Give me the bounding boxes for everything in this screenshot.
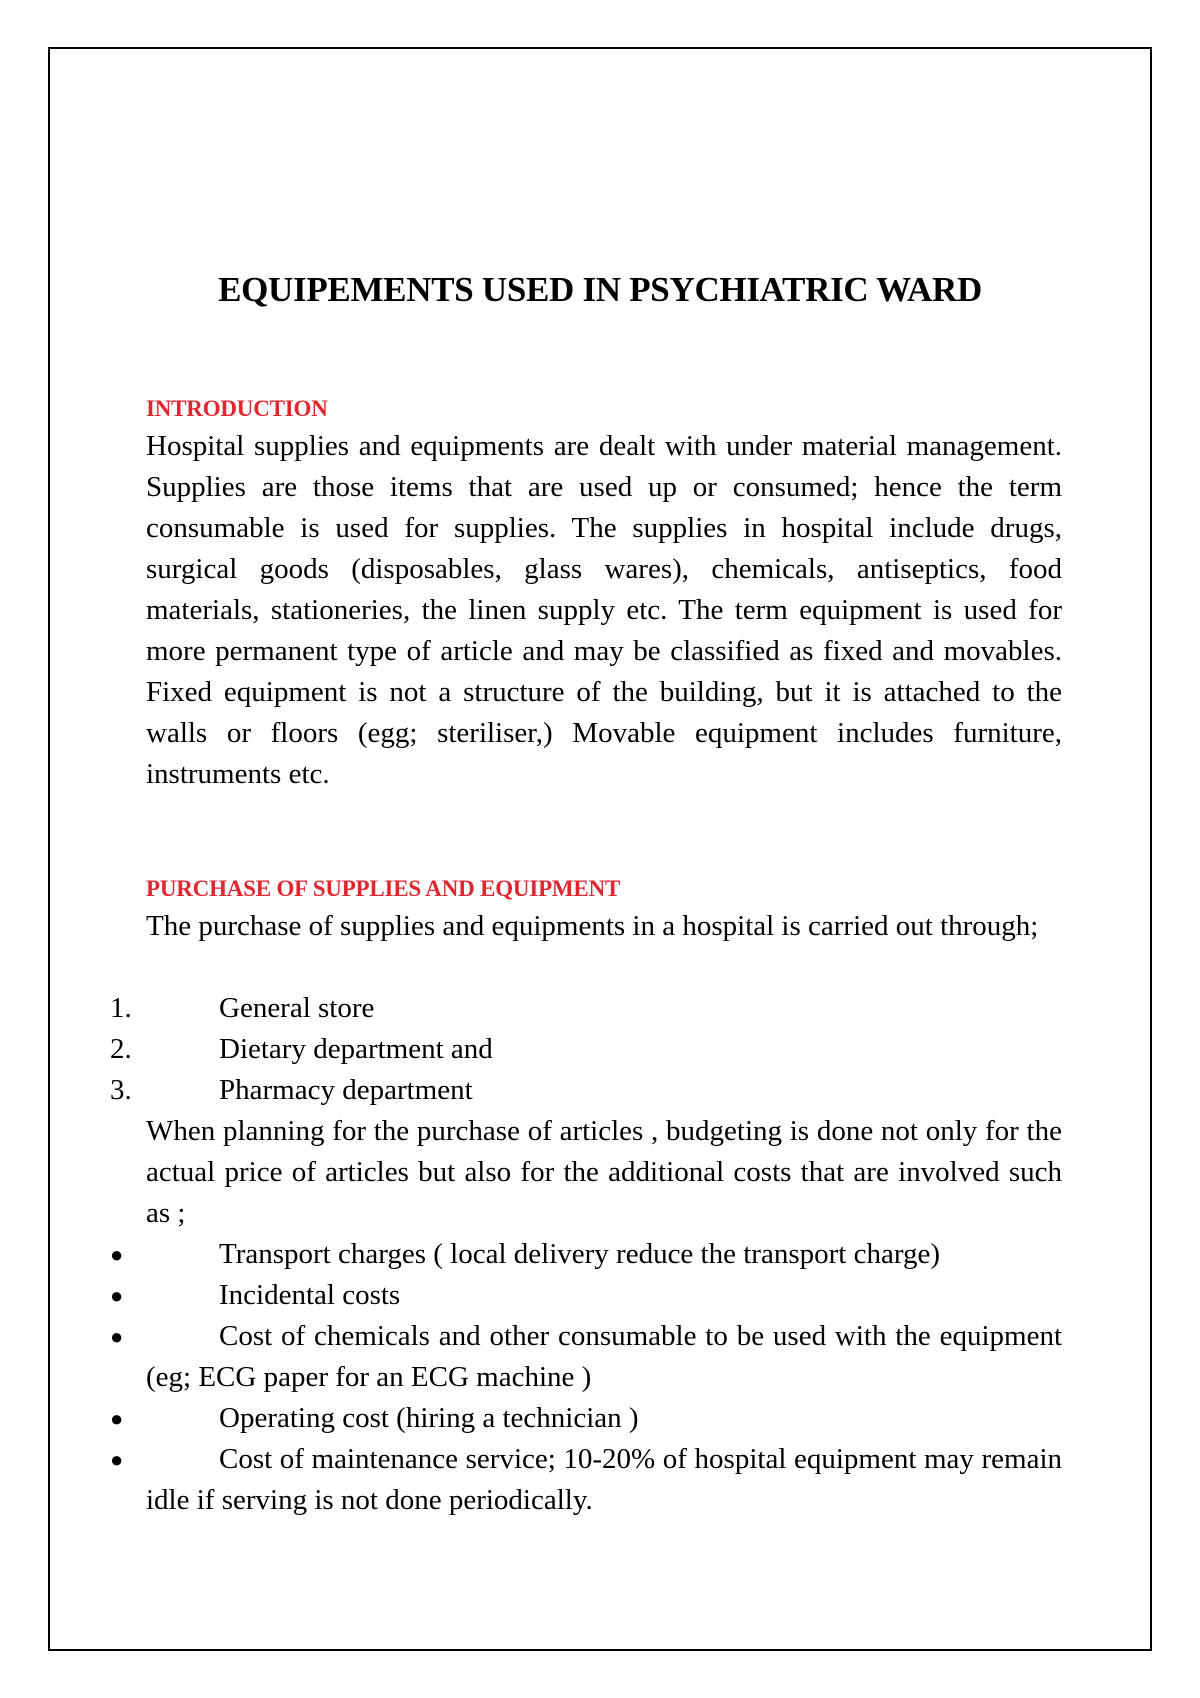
bullet-item-text: Cost of maintenance service; 10-20% of hospital equipment may remain idle if serving is not done periodically. [146, 1443, 1062, 1516]
bullet-item-text: Incidental costs [219, 1279, 401, 1311]
bullet-item [0, 1316, 1200, 1398]
list-item [0, 988, 1200, 1029]
introduction-paragraph: Hospital supplies and equipments are dealt with under material management. Supplies are those items that are used up or consumed; hence the term consumable is used for supplies. The supplies in hospital include drugs, surgical goods (disposables, glass wares), chemicals, antiseptics, food materials, stationeries, the linen supply etc. The term equipment is used for more permanent type of article and may be classified as fixed and movables. Fixed equipment is not a structure of the building, but it is attached to the walls or floors (egg; steriliser,) Movable equipment includes furniture, instruments etc. [146, 430, 1062, 790]
bullet-item-text: Transport charges ( local delivery reduce the transport charge) [219, 1238, 940, 1270]
list-item-text: General store [219, 992, 375, 1024]
bullet-icon: ● [110, 1324, 124, 1349]
bullet-icon: ● [110, 1447, 124, 1472]
planning-paragraph: When planning for the purchase of articles , budgeting is done not only for the actual price of articles but also for the additional costs that are involved such as ; [146, 1115, 1062, 1229]
list-item [0, 1070, 1200, 1111]
list-number: 2. [110, 1033, 132, 1065]
bullet-item [0, 1275, 1200, 1316]
purchase-heading: PURCHASE OF SUPPLIES AND EQUIPMENT [146, 876, 621, 901]
list-item-text: Pharmacy department [219, 1074, 473, 1106]
bullet-icon: ● [110, 1283, 124, 1308]
bullet-item-text: Operating cost (hiring a technician ) [219, 1402, 639, 1434]
bullet-item-text: Cost of chemicals and other consumable to be used with the equipment (eg; ECG paper for an ECG machine ) [146, 1320, 1062, 1393]
purchase-intro-paragraph: The purchase of supplies and equipments in a hospital is carried out through; [146, 910, 1039, 942]
numbered-list [0, 988, 1200, 1111]
bullet-list [0, 1234, 1200, 1521]
bullet-icon: ● [110, 1406, 124, 1431]
list-item [0, 1029, 1200, 1070]
page-title: EQUIPEMENTS USED IN PSYCHIATRIC WARD [218, 270, 982, 309]
list-item-text: Dietary department and [219, 1033, 493, 1065]
introduction-heading: INTRODUCTION [146, 396, 328, 421]
list-number: 1. [110, 992, 132, 1024]
bullet-item [0, 1439, 1200, 1521]
list-number: 3. [110, 1074, 132, 1106]
bullet-item [0, 1234, 1200, 1275]
bullet-item [0, 1398, 1200, 1439]
bullet-icon: ● [110, 1242, 124, 1267]
